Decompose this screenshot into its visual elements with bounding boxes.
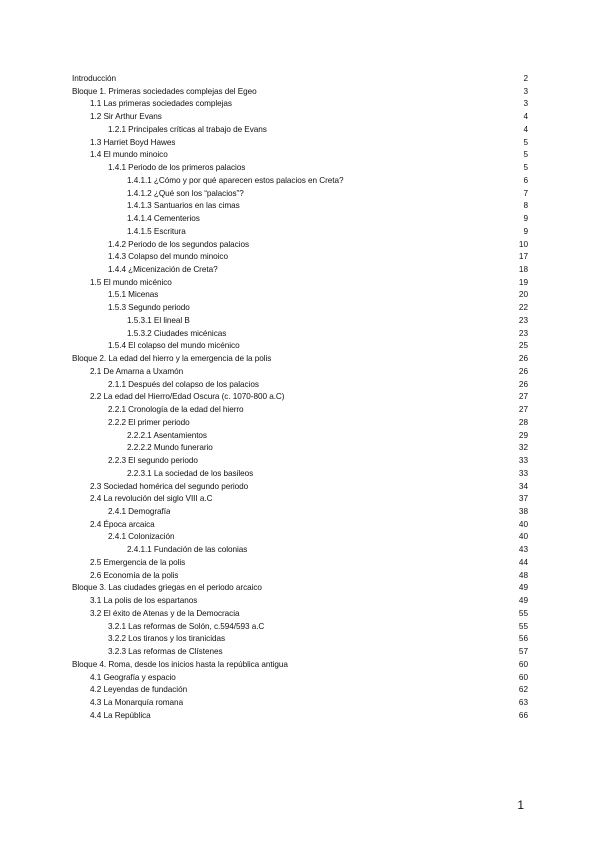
toc-entry-page: 23 bbox=[518, 328, 528, 338]
toc-entry-page: 28 bbox=[518, 417, 528, 427]
toc-entry-title: 1.5.3.2 Ciudades micénicas bbox=[127, 328, 227, 338]
toc-entry-page: 22 bbox=[518, 303, 528, 313]
toc-entry-page: 38 bbox=[518, 506, 528, 516]
toc-entry[interactable] bbox=[72, 188, 528, 201]
toc-entry-page: 5 bbox=[523, 137, 528, 147]
toc-entry-title: 1.5.4 El colapso del mundo micénico bbox=[108, 341, 240, 351]
toc-entry[interactable] bbox=[72, 531, 528, 544]
toc-entry-title: 1.3 Harriet Boyd Hawes bbox=[90, 137, 176, 147]
toc-entry[interactable] bbox=[72, 468, 528, 481]
toc-entry-page: 57 bbox=[518, 647, 528, 657]
toc-entry-title: 4.1 Geografía y espacio bbox=[90, 672, 176, 682]
toc-entry-page: 66 bbox=[518, 710, 528, 720]
toc-entry-page: 40 bbox=[518, 519, 528, 529]
toc-entry[interactable] bbox=[72, 595, 528, 608]
toc-entry-page: 4 bbox=[523, 112, 528, 122]
toc-entry-title: 4.3 La Monarquía romana bbox=[90, 697, 184, 707]
toc-entry-title: 2.2.3.1 La sociedad de los basileos bbox=[127, 468, 254, 478]
toc-entry-page: 9 bbox=[523, 226, 528, 236]
toc-entry-page: 26 bbox=[518, 379, 528, 389]
toc-entry-page: 3 bbox=[523, 99, 528, 109]
toc-entry[interactable] bbox=[72, 417, 528, 430]
toc-entry[interactable] bbox=[72, 608, 528, 621]
toc-entry-title: 2.2.1 Cronología de la edad del hierro bbox=[108, 405, 244, 415]
toc-entry-title: 2.3 Sociedad homérica del segundo periodo bbox=[90, 481, 249, 491]
toc-entry-title: Introducción bbox=[72, 74, 117, 83]
toc-entry-page: 9 bbox=[523, 214, 528, 224]
toc-entry[interactable] bbox=[72, 226, 528, 239]
toc-entry-page: 44 bbox=[518, 557, 528, 567]
toc-entry-title: 2.1 De Amarna a Uxamón bbox=[90, 366, 184, 376]
table-of-contents bbox=[72, 73, 528, 722]
toc-entry[interactable] bbox=[72, 493, 528, 506]
toc-entry[interactable] bbox=[72, 391, 528, 404]
toc-entry[interactable] bbox=[72, 455, 528, 468]
toc-entry[interactable] bbox=[72, 404, 528, 417]
toc-entry[interactable] bbox=[72, 302, 528, 315]
toc-entry-page: 5 bbox=[523, 163, 528, 173]
toc-entry[interactable] bbox=[72, 111, 528, 124]
toc-entry[interactable] bbox=[72, 621, 528, 634]
toc-entry-page: 8 bbox=[523, 201, 528, 211]
toc-entry-page: 19 bbox=[518, 277, 528, 287]
toc-entry[interactable] bbox=[72, 519, 528, 532]
toc-entry-title: 3.2 El éxito de Atenas y de la Democracia bbox=[90, 608, 240, 618]
toc-entry[interactable] bbox=[72, 200, 528, 213]
toc-entry[interactable] bbox=[72, 86, 528, 99]
toc-entry[interactable] bbox=[72, 697, 528, 710]
toc-entry[interactable] bbox=[72, 149, 528, 162]
toc-entry-page: 60 bbox=[518, 672, 528, 682]
toc-entry-title: 2.5 Emergencia de la polis bbox=[90, 557, 186, 567]
toc-entry-title: Bloque 4. Roma, desde los inicios hasta la república antigua bbox=[72, 659, 288, 669]
toc-entry[interactable] bbox=[72, 582, 528, 595]
toc-entry-page: 26 bbox=[518, 366, 528, 376]
toc-entry-page: 29 bbox=[518, 430, 528, 440]
page-number: 1 bbox=[517, 798, 524, 812]
toc-entry-page: 20 bbox=[518, 290, 528, 300]
toc-entry-title: 4.4 La República bbox=[90, 710, 151, 720]
toc-entry[interactable] bbox=[72, 646, 528, 659]
toc-entry-title: 2.2.2 El primer periodo bbox=[108, 417, 190, 427]
toc-entry-title: 1.5.3.1 El lineal B bbox=[127, 315, 190, 325]
toc-entry-page: 33 bbox=[518, 468, 528, 478]
toc-entry-title: Bloque 2. La edad del hierro y la emergencia de la polis bbox=[72, 354, 272, 364]
toc-entry-page: 7 bbox=[523, 188, 528, 198]
toc-entry[interactable] bbox=[72, 315, 528, 328]
toc-entry-page: 55 bbox=[518, 621, 528, 631]
toc-entry-page: 10 bbox=[518, 239, 528, 249]
toc-entry-title: 2.1.1 Después del colapso de los palacios bbox=[108, 379, 259, 389]
toc-entry[interactable] bbox=[72, 659, 528, 672]
toc-entry[interactable] bbox=[72, 328, 528, 341]
toc-entry-page: 49 bbox=[518, 583, 528, 593]
toc-entry[interactable] bbox=[72, 98, 528, 111]
toc-entry-title: 1.4.4 ¿Micenización de Creta? bbox=[108, 265, 218, 275]
toc-entry-title: 2.2.2.1 Asentamientos bbox=[127, 430, 207, 440]
toc-entry-title: 1.5.1 Micenas bbox=[108, 290, 159, 300]
toc-entry[interactable] bbox=[72, 506, 528, 519]
toc-entry[interactable] bbox=[72, 340, 528, 353]
toc-entry-page: 27 bbox=[518, 405, 528, 415]
toc-entry-page: 5 bbox=[523, 150, 528, 160]
toc-entry-page: 27 bbox=[518, 392, 528, 402]
toc-entry-title: 1.1 Las primeras sociedades complejas bbox=[90, 99, 232, 109]
toc-entry[interactable] bbox=[72, 481, 528, 494]
toc-entry[interactable] bbox=[72, 124, 528, 137]
toc-entry[interactable] bbox=[72, 570, 528, 583]
toc-entry[interactable] bbox=[72, 73, 528, 86]
toc-entry[interactable] bbox=[72, 239, 528, 252]
toc-entry-title: 1.4.1.5 Escritura bbox=[127, 226, 186, 236]
toc-entry-title: 1.4.1.2 ¿Qué son los “palacios”? bbox=[127, 188, 244, 198]
toc-entry-page: 40 bbox=[518, 532, 528, 542]
toc-entry-title: 1.4.1.3 Santuarios en las cimas bbox=[127, 201, 240, 211]
toc-entry-page: 56 bbox=[518, 634, 528, 644]
toc-entry-page: 33 bbox=[518, 456, 528, 466]
toc-entry[interactable] bbox=[72, 710, 528, 723]
toc-entry-page: 18 bbox=[518, 265, 528, 275]
toc-entry-title: 2.4.1 Colonización bbox=[108, 532, 175, 542]
toc-entry-page: 55 bbox=[518, 608, 528, 618]
toc-entry-title: 3.2.1 Las reformas de Solón, c.594/593 a.C bbox=[108, 621, 265, 631]
toc-entry[interactable] bbox=[72, 442, 528, 455]
toc-entry-page: 3 bbox=[523, 86, 528, 96]
toc-entry[interactable] bbox=[72, 264, 528, 277]
toc-entry-title: 2.4 Época arcaica bbox=[90, 519, 155, 529]
toc-entry-page: 62 bbox=[518, 685, 528, 695]
toc-entry-title: 3.1 La polis de los espartanos bbox=[90, 596, 198, 606]
toc-entry-title: 3.2.3 Las reformas de Clístenes bbox=[108, 647, 223, 657]
toc-entry[interactable] bbox=[72, 684, 528, 697]
toc-entry-page: 2 bbox=[523, 74, 528, 83]
toc-entry-title: 2.2.3 El segundo periodo bbox=[108, 456, 198, 466]
toc-entry-page: 34 bbox=[518, 481, 528, 491]
toc-entry[interactable] bbox=[72, 353, 528, 366]
toc-entry-page: 63 bbox=[518, 697, 528, 707]
toc-entry-title: 1.4.3 Colapso del mundo minoico bbox=[108, 252, 228, 262]
toc-entry-title: 1.2 Sir Arthur Evans bbox=[90, 112, 162, 122]
toc-entry-title: Bloque 3. Las ciudades griegas en el periodo arcaico bbox=[72, 583, 262, 593]
toc-entry[interactable] bbox=[72, 379, 528, 392]
toc-entry-page: 23 bbox=[518, 315, 528, 325]
toc-entry-title: 2.2.2.2 Mundo funerario bbox=[127, 443, 213, 453]
toc-entry-page: 60 bbox=[518, 659, 528, 669]
toc-entry[interactable] bbox=[72, 366, 528, 379]
toc-entry-title: 1.4.1.1 ¿Cómo y por qué aparecen estos palacios en Creta? bbox=[127, 175, 344, 185]
toc-entry-page: 25 bbox=[518, 341, 528, 351]
toc-entry[interactable] bbox=[72, 175, 528, 188]
toc-entry-page: 26 bbox=[518, 354, 528, 364]
toc-entry-page: 43 bbox=[518, 545, 528, 555]
toc-entry-title: Bloque 1. Primeras sociedades complejas del Egeo bbox=[72, 86, 257, 96]
toc-entry-title: 1.4.2 Periodo de los segundos palacios bbox=[108, 239, 250, 249]
toc-entry-title: 2.4.1.1 Fundación de las colonias bbox=[127, 545, 248, 555]
toc-entry[interactable] bbox=[72, 289, 528, 302]
toc-entry[interactable] bbox=[72, 633, 528, 646]
toc-entry-title: 2.2 La edad del Hierro/Edad Oscura (c. 1070-800 a.C) bbox=[90, 392, 285, 402]
toc-entry[interactable] bbox=[72, 137, 528, 150]
toc-entry-page: 48 bbox=[518, 570, 528, 580]
toc-entry[interactable] bbox=[72, 430, 528, 443]
toc-entry-title: 3.2.2 Los tiranos y los tiranicidas bbox=[108, 634, 226, 644]
toc-entry-title: 1.4 El mundo minoico bbox=[90, 150, 168, 160]
toc-entry-title: 1.5.3 Segundo periodo bbox=[108, 303, 190, 313]
toc-entry-title: 2.4.1 Demografía bbox=[108, 506, 171, 516]
toc-entry-title: 2.6 Economía de la polis bbox=[90, 570, 179, 580]
toc-entry-title: 1.5 El mundo micénico bbox=[90, 277, 172, 287]
toc-entry[interactable] bbox=[72, 277, 528, 290]
toc-entry[interactable] bbox=[72, 544, 528, 557]
toc-entry-page: 6 bbox=[523, 175, 528, 185]
toc-entry-page: 17 bbox=[518, 252, 528, 262]
toc-entry-title: 1.2.1 Principales críticas al trabajo de Evans bbox=[108, 124, 267, 134]
toc-entry-page: 49 bbox=[518, 596, 528, 606]
toc-entry-page: 37 bbox=[518, 494, 528, 504]
toc-entry-page: 4 bbox=[523, 124, 528, 134]
toc-entry-page: 32 bbox=[518, 443, 528, 453]
toc-entry[interactable] bbox=[72, 557, 528, 570]
toc-entry-title: 4.2 Leyendas de fundación bbox=[90, 685, 188, 695]
toc-entry[interactable] bbox=[72, 251, 528, 264]
toc-entry[interactable] bbox=[72, 672, 528, 685]
toc-entry-title: 1.4.1 Periodo de los primeros palacios bbox=[108, 163, 246, 173]
toc-entry[interactable] bbox=[72, 213, 528, 226]
toc-entry[interactable] bbox=[72, 162, 528, 175]
toc-entry-title: 2.4 La revolución del siglo VIII a.C bbox=[90, 494, 213, 504]
toc-entry-title: 1.4.1.4 Cementerios bbox=[127, 214, 200, 224]
